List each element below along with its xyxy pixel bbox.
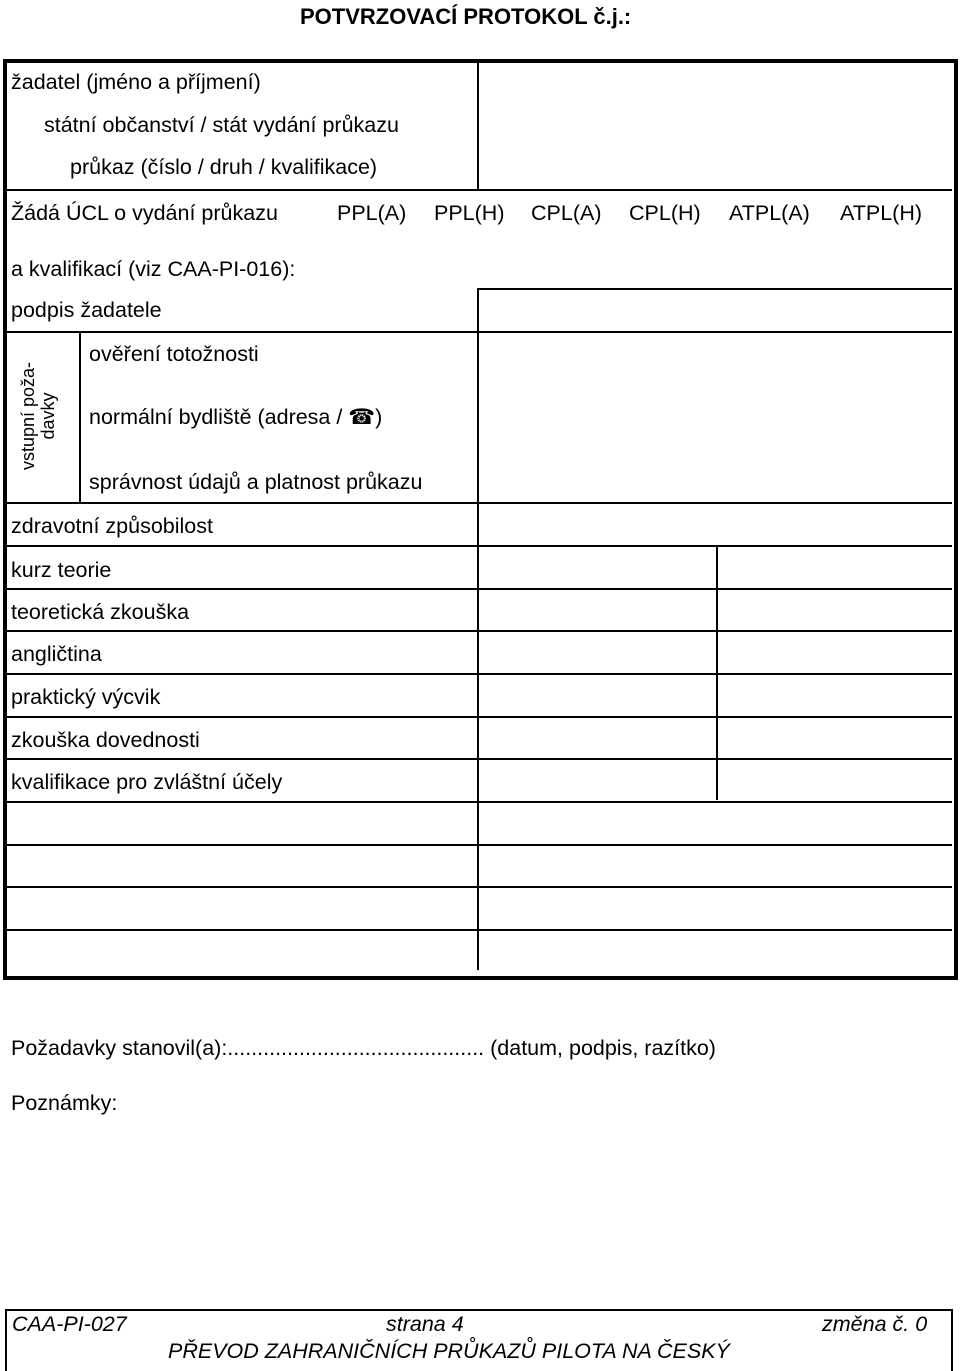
footer-page-number: strana 4 — [386, 1312, 464, 1336]
row-rule — [7, 502, 952, 504]
requirement-skill-test: zkouška dovednosti — [11, 728, 200, 752]
column-divider — [477, 61, 479, 191]
license-option-atpl-h[interactable]: ATPL(H) — [840, 201, 923, 225]
requirement-theory-exam: teoretická zkouška — [11, 600, 190, 624]
row-rule — [7, 673, 952, 675]
entry-requirements-side-label — [18, 356, 58, 476]
identity-verification-label: ověření totožnosti — [89, 342, 259, 366]
license-option-ppl-h[interactable]: PPL(H) — [434, 201, 505, 225]
side-label-line-2: davky — [38, 392, 58, 440]
qualification-label: a kvalifikací (viz CAA-PI-016): — [11, 257, 296, 281]
requirement-special-qualification: kvalifikace pro zvláštní účely — [11, 770, 283, 794]
side-label-line-1: vstupní poža- — [18, 361, 38, 471]
row-rule — [7, 758, 952, 760]
requirement-practical-training: praktický výcvik — [11, 685, 161, 709]
residence-label: normální bydliště (adresa / ☎) — [89, 405, 383, 429]
row-rule — [7, 545, 952, 547]
license-option-ppl-a[interactable]: PPL(A) — [337, 201, 407, 225]
stated-by-line: Požadavky stanovil(a):........................................... (datum, podpis, razítko) — [11, 1036, 716, 1060]
row-rule — [7, 716, 952, 718]
row-rule — [7, 844, 952, 846]
request-label: Žádá ÚCL o vydání průkazu — [11, 201, 278, 225]
requirement-theory-course: kurz teorie — [11, 558, 112, 582]
footer-subtitle: PŘEVOD ZAHRANIČNÍCH PRŮKAZŮ PILOTA NA ČESKÝ — [168, 1339, 730, 1363]
license-option-cpl-a[interactable]: CPL(A) — [531, 201, 602, 225]
applicant-name-label: žadatel (jméno a příjmení) — [11, 70, 261, 94]
license-option-cpl-h[interactable]: CPL(H) — [629, 201, 701, 225]
notes-label: Poznámky: — [11, 1091, 118, 1115]
document-title: POTVRZOVACÍ PROTOKOL č.j.: — [300, 4, 632, 29]
row-rule — [7, 929, 952, 931]
side-label-divider — [79, 331, 81, 504]
data-validity-label: správnost údajů a platnost průkazu — [89, 470, 423, 494]
row-rule — [7, 630, 952, 632]
row-rule — [477, 288, 952, 290]
citizenship-label: státní občanství / stát vydání průkazu — [44, 113, 399, 137]
row-rule — [7, 886, 952, 888]
license-label: průkaz (číslo / druh / kvalifikace) — [70, 155, 378, 179]
requirement-english: angličtina — [11, 642, 102, 666]
row-rule — [7, 331, 952, 333]
requirement-medical: zdravotní způsobilost — [11, 514, 213, 538]
footer-doc-code: CAA-PI-027 — [12, 1312, 127, 1336]
license-option-atpl-a[interactable]: ATPL(A) — [729, 201, 810, 225]
row-rule — [7, 588, 952, 590]
signature-label: podpis žadatele — [11, 298, 162, 322]
row-rule — [7, 801, 952, 803]
footer-change-number: změna č. 0 — [822, 1312, 928, 1336]
column-divider — [477, 288, 479, 970]
row-rule — [7, 189, 952, 191]
